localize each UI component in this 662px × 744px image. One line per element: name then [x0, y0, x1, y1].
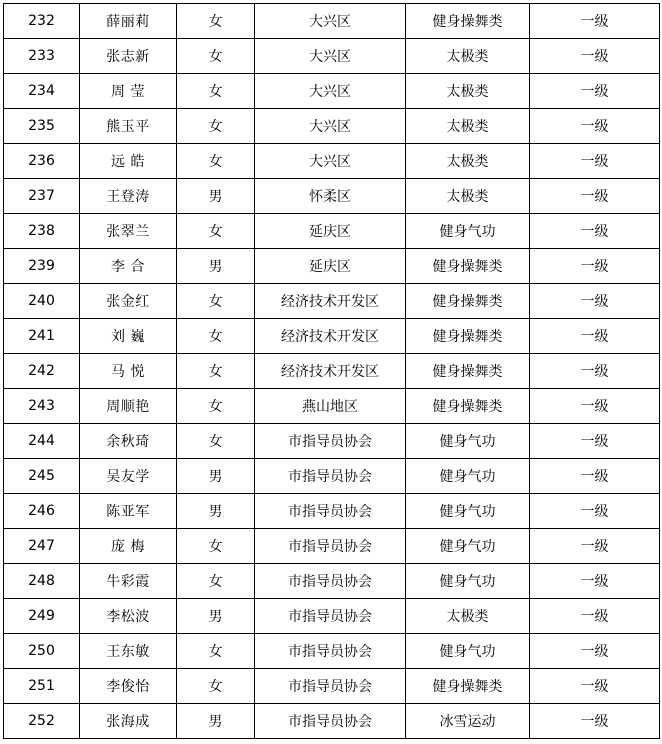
- cell-name: 庞 梅: [80, 529, 177, 564]
- cell-district: 市指导员协会: [255, 669, 406, 704]
- cell-name: 李 合: [80, 249, 177, 284]
- cell-name: 陈亚军: [80, 494, 177, 529]
- cell-district: 大兴区: [255, 74, 406, 109]
- cell-district: 市指导员协会: [255, 459, 406, 494]
- cell-category: 太极类: [406, 179, 530, 214]
- cell-gender: 男: [177, 704, 255, 739]
- table-row: [4, 669, 660, 704]
- cell-number: 243: [4, 389, 80, 424]
- cell-level: 一级: [530, 179, 660, 214]
- cell-level: 一级: [530, 704, 660, 739]
- cell-gender: 男: [177, 599, 255, 634]
- cell-number: 244: [4, 424, 80, 459]
- cell-name: 王登涛: [80, 179, 177, 214]
- cell-level: 一级: [530, 599, 660, 634]
- cell-name: 牛彩霞: [80, 564, 177, 599]
- cell-name: 李俊怡: [80, 669, 177, 704]
- cell-district: 大兴区: [255, 109, 406, 144]
- table-row: [4, 459, 660, 494]
- cell-gender: 女: [177, 634, 255, 669]
- cell-category: 太极类: [406, 599, 530, 634]
- cell-number: 234: [4, 74, 80, 109]
- cell-name: 吴友学: [80, 459, 177, 494]
- cell-gender: 女: [177, 564, 255, 599]
- cell-number: 246: [4, 494, 80, 529]
- cell-district: 市指导员协会: [255, 704, 406, 739]
- cell-level: 一级: [530, 144, 660, 179]
- table-row: [4, 599, 660, 634]
- cell-gender: 女: [177, 74, 255, 109]
- table-row: [4, 424, 660, 459]
- cell-number: 239: [4, 249, 80, 284]
- cell-district: 市指导员协会: [255, 599, 406, 634]
- cell-district: 市指导员协会: [255, 494, 406, 529]
- cell-gender: 女: [177, 39, 255, 74]
- table-row: [4, 354, 660, 389]
- cell-gender: 女: [177, 4, 255, 39]
- cell-district: 市指导员协会: [255, 529, 406, 564]
- cell-district: 延庆区: [255, 214, 406, 249]
- cell-level: 一级: [530, 669, 660, 704]
- cell-category: 健身操舞类: [406, 249, 530, 284]
- cell-number: 236: [4, 144, 80, 179]
- table-row: [4, 4, 660, 39]
- table-row: [4, 564, 660, 599]
- cell-gender: 女: [177, 319, 255, 354]
- cell-level: 一级: [530, 319, 660, 354]
- table-row: [4, 494, 660, 529]
- cell-level: 一级: [530, 494, 660, 529]
- cell-gender: 男: [177, 459, 255, 494]
- cell-level: 一级: [530, 354, 660, 389]
- table-row: [4, 144, 660, 179]
- cell-district: 燕山地区: [255, 389, 406, 424]
- cell-district: 市指导员协会: [255, 634, 406, 669]
- cell-category: 健身气功: [406, 564, 530, 599]
- table-row: [4, 74, 660, 109]
- cell-category: 健身操舞类: [406, 319, 530, 354]
- cell-category: 健身操舞类: [406, 354, 530, 389]
- cell-gender: 女: [177, 214, 255, 249]
- cell-name: 张翠兰: [80, 214, 177, 249]
- cell-level: 一级: [530, 424, 660, 459]
- table-row: [4, 389, 660, 424]
- cell-category: 冰雪运动: [406, 704, 530, 739]
- cell-gender: 女: [177, 109, 255, 144]
- cell-name: 刘 巍: [80, 319, 177, 354]
- cell-category: 太极类: [406, 39, 530, 74]
- cell-number: 245: [4, 459, 80, 494]
- cell-level: 一级: [530, 109, 660, 144]
- cell-category: 健身气功: [406, 494, 530, 529]
- cell-name: 马 悦: [80, 354, 177, 389]
- cell-category: 太极类: [406, 109, 530, 144]
- cell-number: 241: [4, 319, 80, 354]
- cell-name: 熊玉平: [80, 109, 177, 144]
- cell-category: 健身操舞类: [406, 284, 530, 319]
- cell-name: 远 皓: [80, 144, 177, 179]
- cell-category: 健身操舞类: [406, 389, 530, 424]
- table-row: [4, 704, 660, 739]
- cell-number: 248: [4, 564, 80, 599]
- cell-number: 252: [4, 704, 80, 739]
- cell-name: 周顺艳: [80, 389, 177, 424]
- cell-name: 李松波: [80, 599, 177, 634]
- instructor-roster-table: [3, 3, 660, 739]
- cell-name: 王东敏: [80, 634, 177, 669]
- cell-district: 大兴区: [255, 4, 406, 39]
- cell-number: 251: [4, 669, 80, 704]
- cell-level: 一级: [530, 459, 660, 494]
- cell-number: 247: [4, 529, 80, 564]
- cell-district: 经济技术开发区: [255, 354, 406, 389]
- cell-district: 延庆区: [255, 249, 406, 284]
- cell-gender: 男: [177, 494, 255, 529]
- cell-gender: 女: [177, 354, 255, 389]
- cell-gender: 女: [177, 144, 255, 179]
- cell-number: 242: [4, 354, 80, 389]
- roster-table-body: [4, 4, 660, 739]
- cell-gender: 女: [177, 389, 255, 424]
- cell-level: 一级: [530, 284, 660, 319]
- cell-name: 周 莹: [80, 74, 177, 109]
- cell-category: 太极类: [406, 144, 530, 179]
- cell-gender: 女: [177, 529, 255, 564]
- cell-district: 怀柔区: [255, 179, 406, 214]
- cell-district: 大兴区: [255, 144, 406, 179]
- cell-category: 健身气功: [406, 214, 530, 249]
- cell-category: 健身气功: [406, 634, 530, 669]
- cell-gender: 女: [177, 669, 255, 704]
- cell-category: 健身气功: [406, 529, 530, 564]
- cell-number: 249: [4, 599, 80, 634]
- cell-district: 市指导员协会: [255, 564, 406, 599]
- cell-category: 健身气功: [406, 459, 530, 494]
- cell-name: 余秋琦: [80, 424, 177, 459]
- table-row: [4, 214, 660, 249]
- table-row: [4, 284, 660, 319]
- cell-level: 一级: [530, 634, 660, 669]
- cell-level: 一级: [530, 529, 660, 564]
- cell-district: 大兴区: [255, 39, 406, 74]
- table-row: [4, 319, 660, 354]
- table-row: [4, 39, 660, 74]
- cell-gender: 女: [177, 284, 255, 319]
- cell-district: 市指导员协会: [255, 424, 406, 459]
- cell-gender: 男: [177, 249, 255, 284]
- cell-level: 一级: [530, 389, 660, 424]
- cell-category: 健身操舞类: [406, 669, 530, 704]
- cell-level: 一级: [530, 74, 660, 109]
- table-row: [4, 179, 660, 214]
- cell-district: 经济技术开发区: [255, 319, 406, 354]
- cell-number: 232: [4, 4, 80, 39]
- table-row: [4, 634, 660, 669]
- cell-gender: 女: [177, 424, 255, 459]
- cell-district: 经济技术开发区: [255, 284, 406, 319]
- cell-number: 250: [4, 634, 80, 669]
- cell-number: 237: [4, 179, 80, 214]
- cell-category: 健身操舞类: [406, 4, 530, 39]
- cell-number: 238: [4, 214, 80, 249]
- cell-name: 张海成: [80, 704, 177, 739]
- cell-name: 张志新: [80, 39, 177, 74]
- cell-gender: 男: [177, 179, 255, 214]
- cell-category: 太极类: [406, 74, 530, 109]
- cell-level: 一级: [530, 4, 660, 39]
- cell-category: 健身气功: [406, 424, 530, 459]
- cell-level: 一级: [530, 39, 660, 74]
- table-row: [4, 249, 660, 284]
- table-row: [4, 529, 660, 564]
- cell-number: 235: [4, 109, 80, 144]
- cell-number: 233: [4, 39, 80, 74]
- cell-name: 薛丽莉: [80, 4, 177, 39]
- cell-level: 一级: [530, 249, 660, 284]
- table-row: [4, 109, 660, 144]
- cell-name: 张金红: [80, 284, 177, 319]
- cell-level: 一级: [530, 214, 660, 249]
- cell-number: 240: [4, 284, 80, 319]
- cell-level: 一级: [530, 564, 660, 599]
